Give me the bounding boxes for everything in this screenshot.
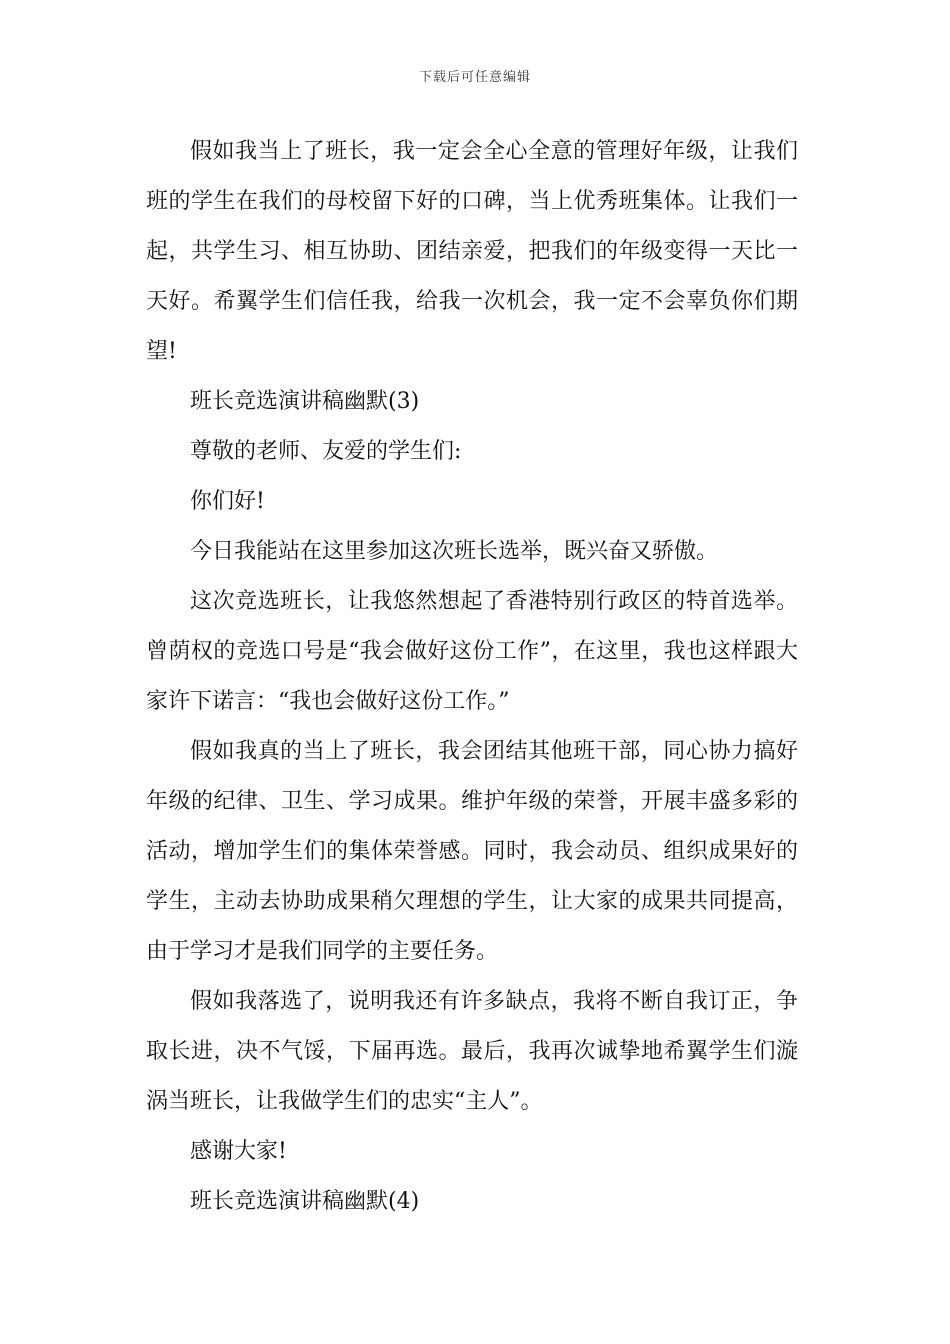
paragraph-slogan: 这次竞选班长，让我悠然想起了香港特别行政区的特首选举。曾荫权的竞选口号是“我会做好这份工作”，在这里，我也这样跟大家许下诺言：“我也会做好这份工作。” (146, 589, 798, 714)
greeting-hello: 你们好! (190, 489, 265, 514)
header-note: 下载后可任意编辑 (418, 70, 531, 85)
paragraph-1: 假如我当上了班长，我一定会全心全意的管理好年级，让我们班的学生在我们的母校留下好的口碑，当上优秀班集体。让我们一起，共学生习、相互协助、团结亲爱，把我们的年级变得一天比一天好。希翼学生们信任我，给我一次机会，我一定不会辜负你们期望! (146, 139, 798, 364)
thanks-line: 感谢大家! (190, 1139, 287, 1164)
section-heading-3: 班长竞选演讲稿幽默(3) (190, 389, 420, 414)
section-heading-4: 班长竞选演讲稿幽默(4) (190, 1189, 420, 1214)
paragraph-opening: 今日我能站在这里参加这次班长选举，既兴奋又骄傲。 (190, 539, 719, 564)
greeting-salutation: 尊敬的老师、友爱的学生们: (190, 439, 462, 464)
paragraph-closing: 假如我落选了，说明我还有许多缺点，我将不断自我订正，争取长进，决不气馁，下届再选。最后，我再次诚挚地希翼学生们漩涡当班长，让我做学生们的忠实“主人”。 (146, 989, 798, 1114)
document-body (146, 127, 798, 1227)
paragraph-plan: 假如我真的当上了班长，我会团结其他班干部，同心协力搞好年级的纪律、卫生、学习成果。维护年级的荣誉，开展丰盛多彩的活动，增加学生们的集体荣誉感。同时，我会动员、组织成果好的学生，主动去协助成果稍欠理想的学生，让大家的成果共同提高，由于学习才是我们同学的主要任务。 (146, 739, 798, 964)
